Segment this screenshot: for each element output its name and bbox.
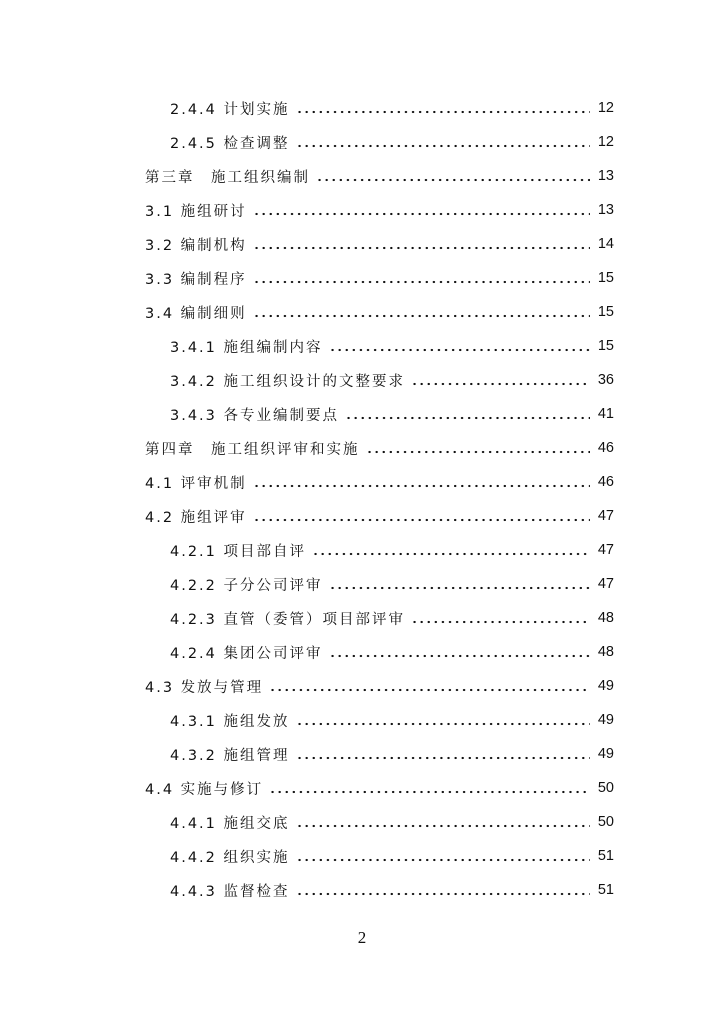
toc-entry-title: 4.2.4 集团公司评审 [170,645,323,662]
toc-entry-title: 3.3 编制程序 [145,271,247,288]
dot-leader [253,277,590,287]
toc-entry[interactable] [0,805,724,839]
toc-entry[interactable] [0,839,724,873]
toc-entry-title: 4.4.3 监督检查 [170,883,290,900]
toc-entry[interactable] [0,601,724,635]
toc-entry-page: 36 [597,372,614,388]
dot-leader [316,175,590,185]
dot-leader [296,855,590,865]
toc-entry-page: 46 [597,474,614,490]
toc-entry[interactable] [0,261,724,295]
toc-entry[interactable] [0,669,724,703]
toc-entry-title: 4.3 发放与管理 [145,679,264,696]
toc-entry-title: 4.3.2 施组管理 [170,747,290,764]
dot-leader [253,481,590,491]
toc-entry-title: 4.1 评审机制 [145,475,247,492]
toc-entry[interactable] [0,703,724,737]
toc-list [0,91,724,907]
table-of-contents [0,91,724,907]
toc-entry-title: 第四章 施工组织评审和实施 [145,441,360,458]
dot-leader [411,617,590,627]
toc-entry-page: 13 [597,202,614,218]
dot-leader [411,379,590,389]
toc-entry[interactable] [0,737,724,771]
toc-entry[interactable] [0,227,724,261]
dot-leader [296,141,590,151]
toc-entry[interactable] [0,329,724,363]
toc-entry-page: 15 [597,304,614,320]
dot-leader [296,821,590,831]
toc-entry-page: 48 [597,644,614,660]
toc-entry[interactable] [0,91,724,125]
toc-entry[interactable] [0,397,724,431]
dot-leader [253,209,590,219]
toc-entry-title: 2.4.5 检查调整 [170,135,290,152]
toc-entry[interactable] [0,295,724,329]
dot-leader [296,719,590,729]
dot-leader [269,685,590,695]
toc-entry[interactable] [0,499,724,533]
toc-entry-title: 4.4.1 施组交底 [170,815,290,832]
toc-entry-title: 4.2.3 直管（委管）项目部评审 [170,611,406,628]
toc-entry-page: 51 [597,882,614,898]
dot-leader [329,651,590,661]
toc-entry-page: 46 [597,440,614,456]
toc-entry[interactable] [0,465,724,499]
dot-leader [296,107,590,117]
toc-entry-page: 47 [597,508,614,524]
toc-entry[interactable] [0,363,724,397]
dot-leader [296,889,590,899]
toc-entry[interactable] [0,431,724,465]
toc-entry[interactable] [0,567,724,601]
dot-leader [312,549,590,559]
dot-leader [345,413,590,423]
toc-entry-title: 3.4.3 各专业编制要点 [170,407,340,424]
dot-leader [269,787,590,797]
toc-entry-title: 3.4 编制细则 [145,305,247,322]
toc-entry-page: 12 [597,100,614,116]
dot-leader [366,447,591,457]
toc-entry-page: 47 [597,576,614,592]
toc-entry[interactable] [0,533,724,567]
page-number: 2 [357,928,367,947]
toc-entry-page: 51 [597,848,614,864]
toc-entry-page: 13 [597,168,614,184]
toc-entry-title: 4.2 施组评审 [145,509,247,526]
toc-entry-title: 2.4.4 计划实施 [170,101,290,118]
toc-entry[interactable] [0,125,724,159]
dot-leader [329,583,590,593]
toc-entry[interactable] [0,771,724,805]
toc-entry-page: 15 [597,338,614,354]
toc-entry-title: 4.4 实施与修订 [145,781,264,798]
toc-entry-title: 3.4.1 施组编制内容 [170,339,323,356]
toc-entry-page: 49 [597,746,614,762]
toc-entry-page: 12 [597,134,614,150]
toc-entry-title: 4.2.1 项目部自评 [170,543,307,560]
toc-entry-title: 4.3.1 施组发放 [170,713,290,730]
toc-entry-page: 14 [597,236,614,252]
toc-entry-page: 15 [597,270,614,286]
toc-entry-page: 49 [597,678,614,694]
dot-leader [253,243,590,253]
dot-leader [329,345,590,355]
toc-entry-page: 50 [597,780,614,796]
dot-leader [296,753,590,763]
toc-entry-page: 41 [597,406,614,422]
toc-entry[interactable] [0,193,724,227]
toc-entry-page: 47 [597,542,614,558]
toc-entry-title: 3.4.2 施工组织设计的文整要求 [170,373,406,390]
toc-entry-title: 3.2 编制机构 [145,237,247,254]
toc-entry[interactable] [0,159,724,193]
toc-entry-title: 3.1 施组研讨 [145,203,247,220]
toc-entry[interactable] [0,873,724,907]
dot-leader [253,515,590,525]
toc-entry-title: 4.2.2 子分公司评审 [170,577,323,594]
dot-leader [253,311,590,321]
toc-entry-page: 49 [597,712,614,728]
toc-entry-title: 4.4.2 组织实施 [170,849,290,866]
toc-entry-page: 48 [597,610,614,626]
toc-entry-page: 50 [597,814,614,830]
toc-entry-title: 第三章 施工组织编制 [145,169,310,186]
toc-entry[interactable] [0,635,724,669]
